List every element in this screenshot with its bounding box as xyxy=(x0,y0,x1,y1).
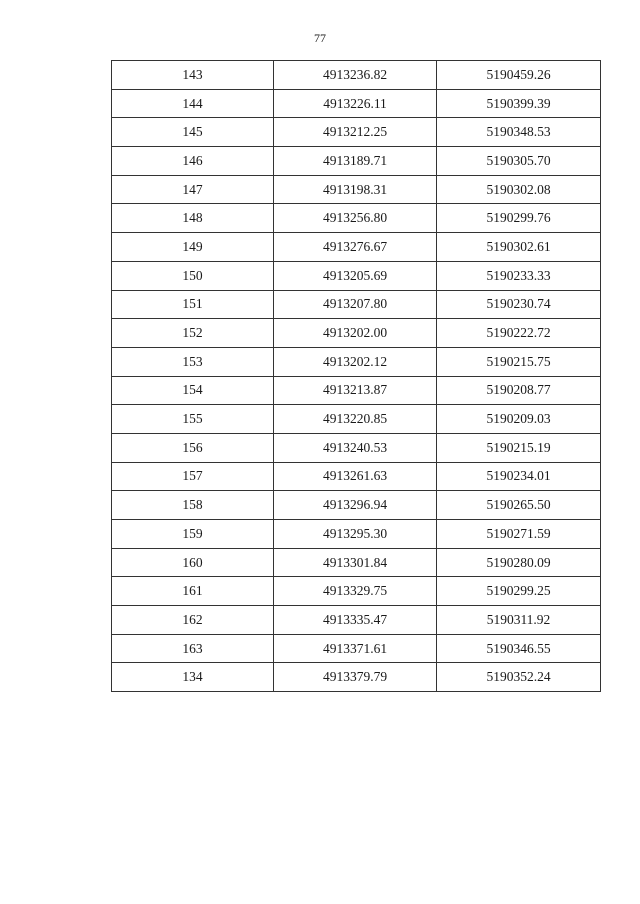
x-coordinate-cell: 4913205.69 xyxy=(274,261,437,290)
x-coordinate-cell: 4913207.80 xyxy=(274,290,437,319)
point-number-cell: 149 xyxy=(112,233,274,262)
table-row xyxy=(112,319,601,348)
table-row xyxy=(112,548,601,577)
x-coordinate-cell: 4913213.87 xyxy=(274,376,437,405)
y-coordinate-cell: 5190299.25 xyxy=(437,577,601,606)
point-number-cell: 144 xyxy=(112,89,274,118)
x-coordinate-cell: 4913335.47 xyxy=(274,606,437,635)
x-coordinate-cell: 4913240.53 xyxy=(274,433,437,462)
y-coordinate-cell: 5190305.70 xyxy=(437,147,601,176)
point-number-cell: 156 xyxy=(112,433,274,462)
y-coordinate-cell: 5190208.77 xyxy=(437,376,601,405)
y-coordinate-cell: 5190459.26 xyxy=(437,61,601,90)
x-coordinate-cell: 4913276.67 xyxy=(274,233,437,262)
table-row xyxy=(112,147,601,176)
y-coordinate-cell: 5190311.92 xyxy=(437,606,601,635)
y-coordinate-cell: 5190346.55 xyxy=(437,634,601,663)
x-coordinate-cell: 4913236.82 xyxy=(274,61,437,90)
point-number-cell: 158 xyxy=(112,491,274,520)
y-coordinate-cell: 5190348.53 xyxy=(437,118,601,147)
point-number-cell: 155 xyxy=(112,405,274,434)
table-row xyxy=(112,462,601,491)
y-coordinate-cell: 5190233.33 xyxy=(437,261,601,290)
point-number-cell: 151 xyxy=(112,290,274,319)
x-coordinate-cell: 4913296.94 xyxy=(274,491,437,520)
coordinates-table xyxy=(111,60,601,692)
point-number-cell: 160 xyxy=(112,548,274,577)
x-coordinate-cell: 4913226.11 xyxy=(274,89,437,118)
point-number-cell: 153 xyxy=(112,347,274,376)
point-number-cell: 162 xyxy=(112,606,274,635)
table-row xyxy=(112,663,601,692)
x-coordinate-cell: 4913202.00 xyxy=(274,319,437,348)
point-number-cell: 161 xyxy=(112,577,274,606)
x-coordinate-cell: 4913301.84 xyxy=(274,548,437,577)
y-coordinate-cell: 5190399.39 xyxy=(437,89,601,118)
table-row xyxy=(112,175,601,204)
y-coordinate-cell: 5190215.75 xyxy=(437,347,601,376)
y-coordinate-cell: 5190302.61 xyxy=(437,233,601,262)
point-number-cell: 134 xyxy=(112,663,274,692)
y-coordinate-cell: 5190234.01 xyxy=(437,462,601,491)
point-number-cell: 145 xyxy=(112,118,274,147)
table-row xyxy=(112,233,601,262)
point-number-cell: 148 xyxy=(112,204,274,233)
x-coordinate-cell: 4913202.12 xyxy=(274,347,437,376)
table-row xyxy=(112,118,601,147)
table-row xyxy=(112,89,601,118)
x-coordinate-cell: 4913256.80 xyxy=(274,204,437,233)
point-number-cell: 146 xyxy=(112,147,274,176)
table-body xyxy=(112,61,601,692)
y-coordinate-cell: 5190271.59 xyxy=(437,520,601,549)
table-row xyxy=(112,61,601,90)
point-number-cell: 154 xyxy=(112,376,274,405)
y-coordinate-cell: 5190209.03 xyxy=(437,405,601,434)
x-coordinate-cell: 4913198.31 xyxy=(274,175,437,204)
y-coordinate-cell: 5190280.09 xyxy=(437,548,601,577)
table-row xyxy=(112,290,601,319)
x-coordinate-cell: 4913329.75 xyxy=(274,577,437,606)
y-coordinate-cell: 5190222.72 xyxy=(437,319,601,348)
table-row xyxy=(112,577,601,606)
x-coordinate-cell: 4913371.61 xyxy=(274,634,437,663)
x-coordinate-cell: 4913212.25 xyxy=(274,118,437,147)
point-number-cell: 147 xyxy=(112,175,274,204)
table-row xyxy=(112,261,601,290)
x-coordinate-cell: 4913379.79 xyxy=(274,663,437,692)
x-coordinate-cell: 4913261.63 xyxy=(274,462,437,491)
point-number-cell: 163 xyxy=(112,634,274,663)
table-row xyxy=(112,347,601,376)
y-coordinate-cell: 5190230.74 xyxy=(437,290,601,319)
table-row xyxy=(112,520,601,549)
table-row xyxy=(112,433,601,462)
y-coordinate-cell: 5190215.19 xyxy=(437,433,601,462)
y-coordinate-cell: 5190265.50 xyxy=(437,491,601,520)
point-number-cell: 159 xyxy=(112,520,274,549)
table-row xyxy=(112,634,601,663)
y-coordinate-cell: 5190299.76 xyxy=(437,204,601,233)
x-coordinate-cell: 4913220.85 xyxy=(274,405,437,434)
point-number-cell: 157 xyxy=(112,462,274,491)
point-number-cell: 150 xyxy=(112,261,274,290)
table-row xyxy=(112,204,601,233)
table-row xyxy=(112,376,601,405)
point-number-cell: 152 xyxy=(112,319,274,348)
point-number-cell: 143 xyxy=(112,61,274,90)
x-coordinate-cell: 4913189.71 xyxy=(274,147,437,176)
y-coordinate-cell: 5190302.08 xyxy=(437,175,601,204)
table-row xyxy=(112,491,601,520)
page-number: 77 xyxy=(314,31,326,45)
x-coordinate-cell: 4913295.30 xyxy=(274,520,437,549)
y-coordinate-cell: 5190352.24 xyxy=(437,663,601,692)
table-row xyxy=(112,606,601,635)
table-row xyxy=(112,405,601,434)
